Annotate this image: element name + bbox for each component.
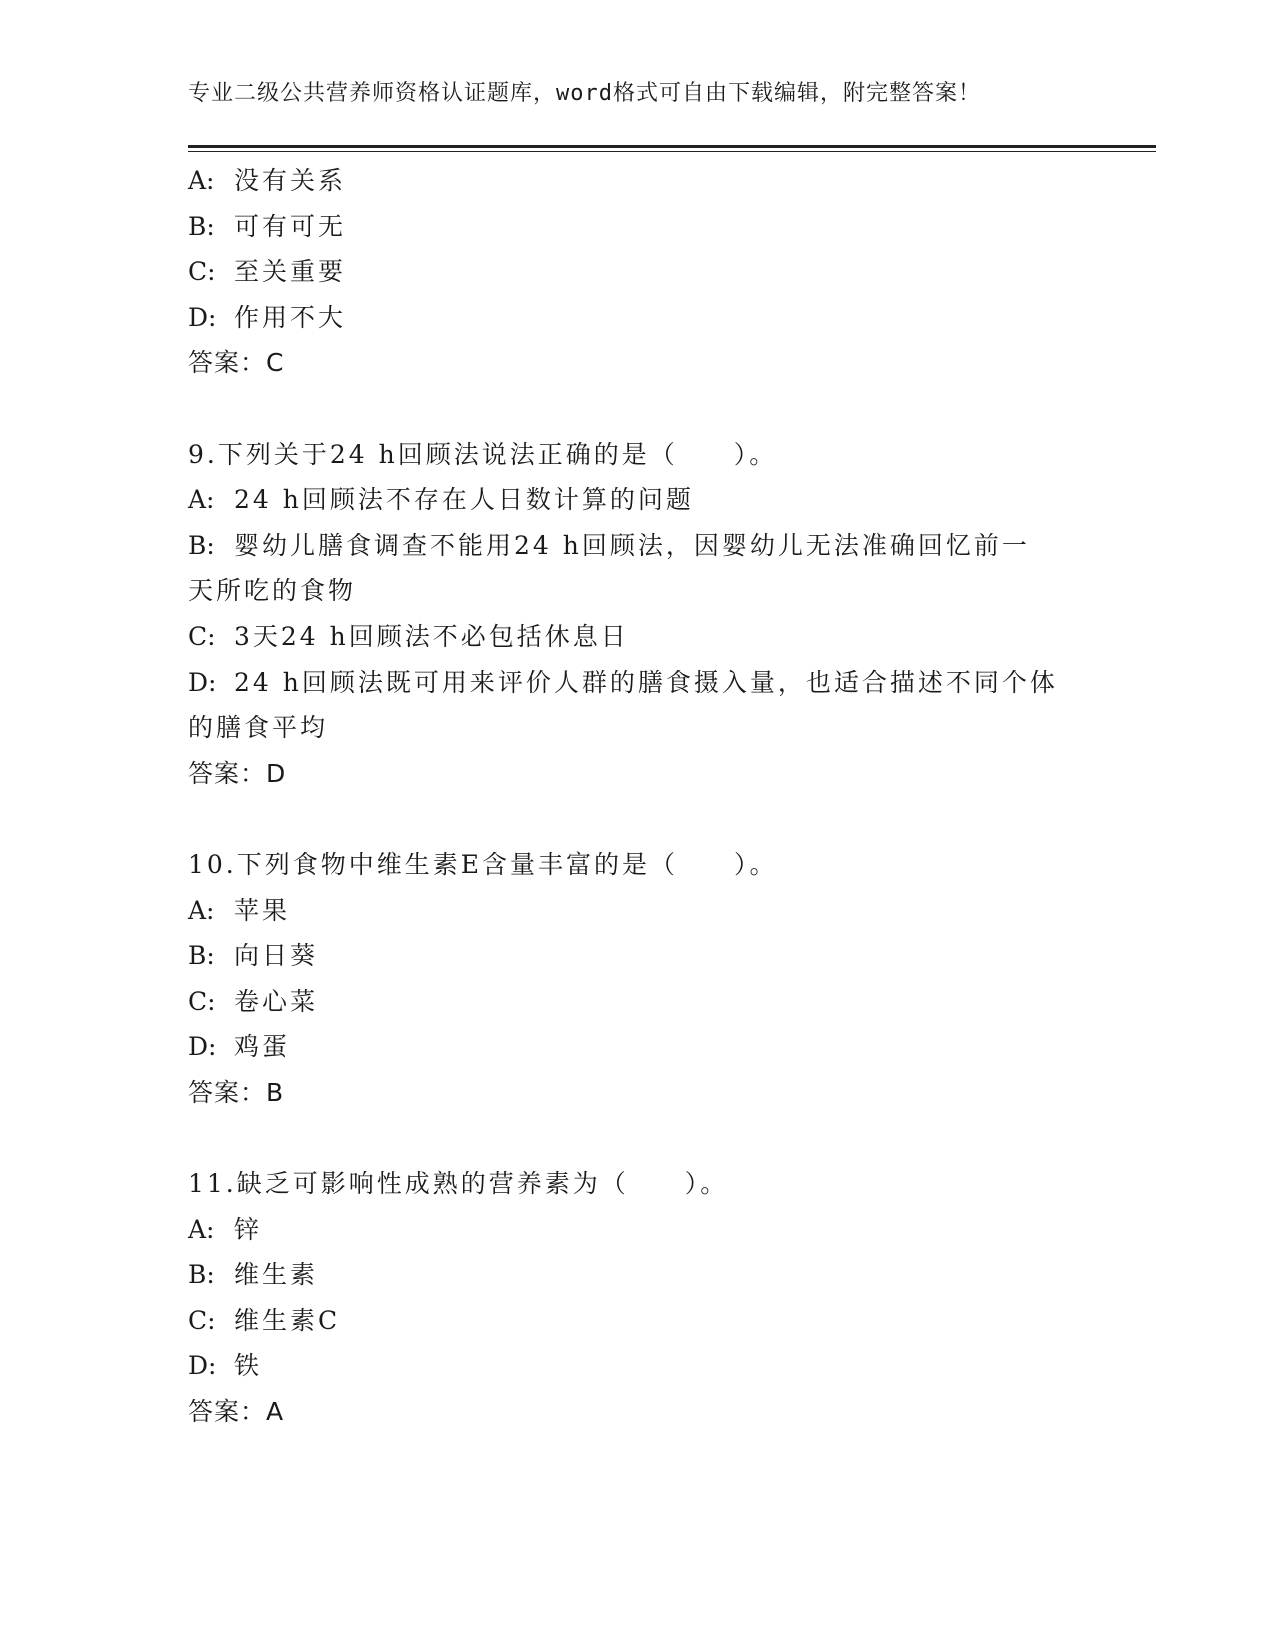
question-10: [188, 842, 1088, 1116]
option-a: A: 没有关系: [188, 166, 347, 195]
question-11: [188, 1161, 1088, 1435]
option-b: B: 可有可无: [188, 211, 347, 241]
option-a: A: 24 h回顾法不存在人日数计算的问题: [188, 485, 694, 515]
question-text: 11.缺乏可影响性成熟的营养素为（ ）。: [188, 1169, 729, 1199]
option-d: D: 24 h回顾法既可用来评价人群的膳食摄入量，也适合描述不同个体: [188, 667, 1058, 697]
answer: 答案：D: [188, 758, 287, 788]
option-b: B: 向日葵: [188, 941, 319, 971]
option-a: A: 锌: [188, 1214, 263, 1244]
header-rule-thick: [188, 145, 1156, 148]
option-d-continued: 的膳食平均: [188, 713, 329, 743]
option-c: C: 卷心菜: [188, 986, 319, 1016]
option-c: C: 3天24 h回顾法不必包括休息日: [188, 621, 629, 651]
question-text: 10.下列食物中维生素E含量丰富的是（ ）。: [188, 849, 778, 879]
question-8: [188, 158, 1088, 386]
answer: 答案：A: [188, 1397, 285, 1427]
page-header: 专业二级公共营养师资格认证题库，word格式可自由下载编辑，附完整答案！: [188, 81, 981, 106]
question-list: [188, 158, 1088, 1435]
option-a: A: 苹果: [188, 895, 291, 925]
option-b: B: 婴幼儿膳食调查不能用24 h回顾法，因婴幼儿无法准确回忆前一: [188, 530, 1030, 560]
option-c: C: 维生素C: [188, 1305, 341, 1335]
answer: 答案：B: [188, 1077, 285, 1107]
option-d: D: 鸡蛋: [188, 1032, 291, 1062]
question-9: [188, 432, 1088, 797]
option-b: B: 维生素: [188, 1260, 319, 1290]
option-b-continued: 天所吃的食物: [188, 576, 357, 606]
question-text: 9.下列关于24 h回顾法说法正确的是（ ）。: [188, 439, 778, 469]
option-d: D: 铁: [188, 1351, 263, 1381]
option-c: C: 至关重要: [188, 257, 347, 287]
answer: 答案：C: [188, 348, 285, 378]
option-d: D: 作用不大: [188, 302, 347, 332]
header-rule-thin: [188, 151, 1156, 152]
